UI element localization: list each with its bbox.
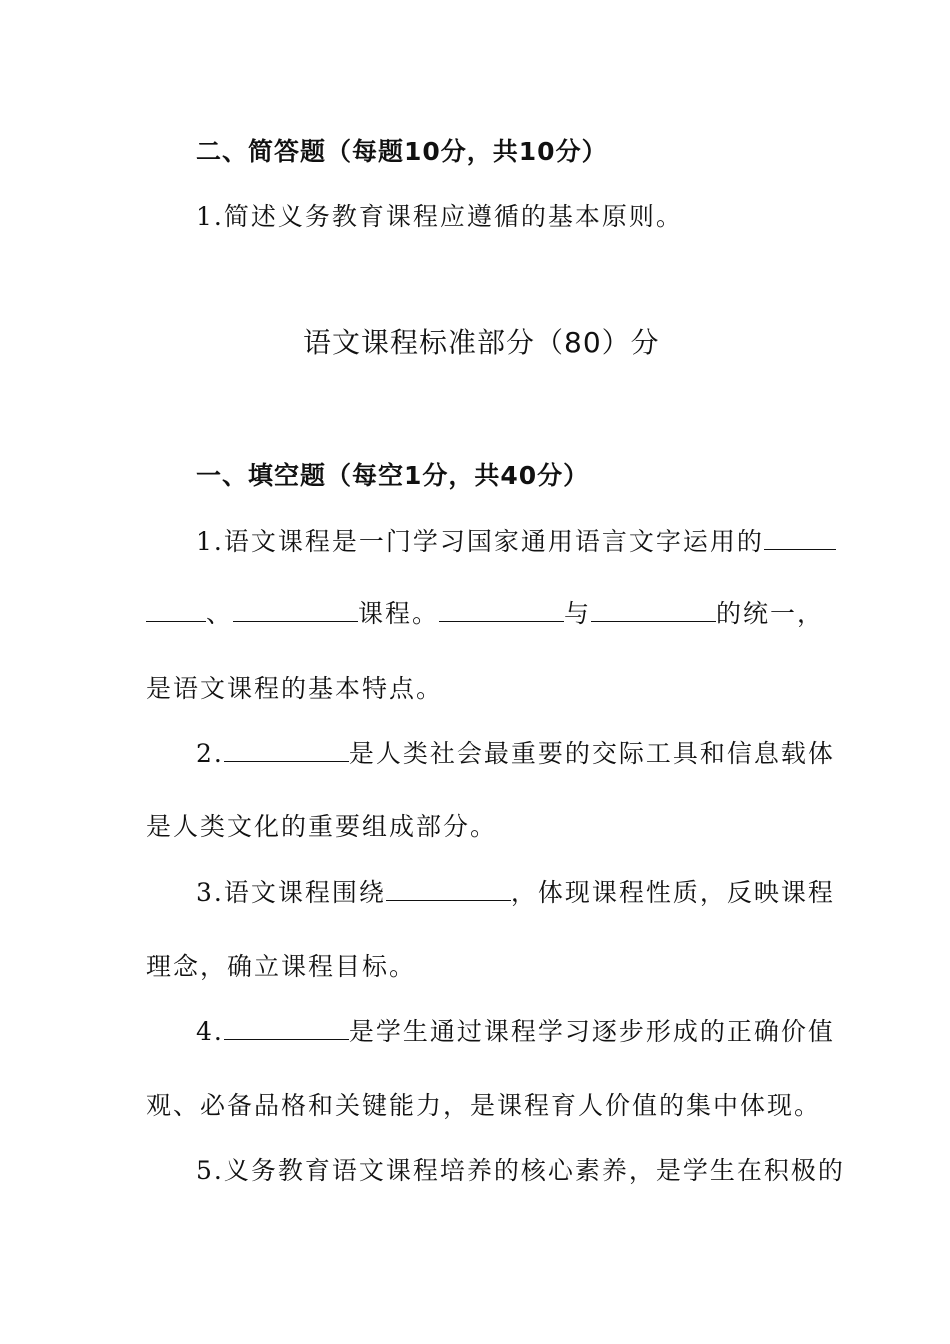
- chinese-part-title: 语文课程标准部分（80）分: [303, 326, 660, 359]
- answer-blank[interactable]: [146, 597, 206, 622]
- q1-text-unity: 的统一，: [716, 599, 825, 628]
- answer-blank[interactable]: [224, 1015, 349, 1040]
- q3-text-rest: ，体现课程性质，反映课程: [510, 878, 835, 907]
- q3-line1: [196, 876, 835, 910]
- q1-text-and: 与: [564, 599, 592, 628]
- answer-blank[interactable]: [439, 597, 564, 622]
- short-answer-heading: 二、简答题（每题10分，共10分）: [196, 137, 608, 166]
- q1-text-course: 课程。: [358, 599, 440, 628]
- q2-line1: [196, 737, 835, 771]
- answer-blank[interactable]: [386, 876, 511, 901]
- q4-line1: [196, 1015, 835, 1049]
- q4-text: 是学生通过课程学习逐步形成的正确价值: [348, 1017, 835, 1046]
- answer-blank[interactable]: [591, 597, 716, 622]
- q2-line2: 是人类文化的重要组成部分。: [146, 812, 498, 841]
- q1-line1: [196, 525, 836, 559]
- q3-line2: 理念，确立课程目标。: [146, 952, 417, 981]
- q1-line2: [146, 597, 824, 631]
- answer-blank[interactable]: [233, 597, 358, 622]
- answer-blank[interactable]: [224, 737, 349, 762]
- answer-blank[interactable]: [764, 525, 836, 550]
- fill-blank-heading: 一、填空题（每空1分，共40分）: [196, 461, 590, 490]
- q4-line2: 观、必备品格和关键能力，是课程育人价值的集中体现。: [146, 1091, 822, 1120]
- q1-text: 1.语文课程是一门学习国家通用语言文字运用的: [196, 527, 764, 556]
- short-answer-q1: 1.简述义务教育课程应遵循的基本原则。: [196, 202, 683, 231]
- q3-text: 3.语文课程围绕: [196, 878, 386, 907]
- q2-text: 是人类社会最重要的交际工具和信息载体: [348, 739, 835, 768]
- q1-line3: 是语文课程的基本特点。: [146, 674, 444, 703]
- q1-separator: 、: [206, 599, 234, 628]
- q2-number: 2.: [196, 739, 224, 768]
- q4-number: 4.: [196, 1017, 224, 1046]
- q5-line1: 5.义务教育语文课程培养的核心素养，是学生在积极的: [196, 1156, 845, 1185]
